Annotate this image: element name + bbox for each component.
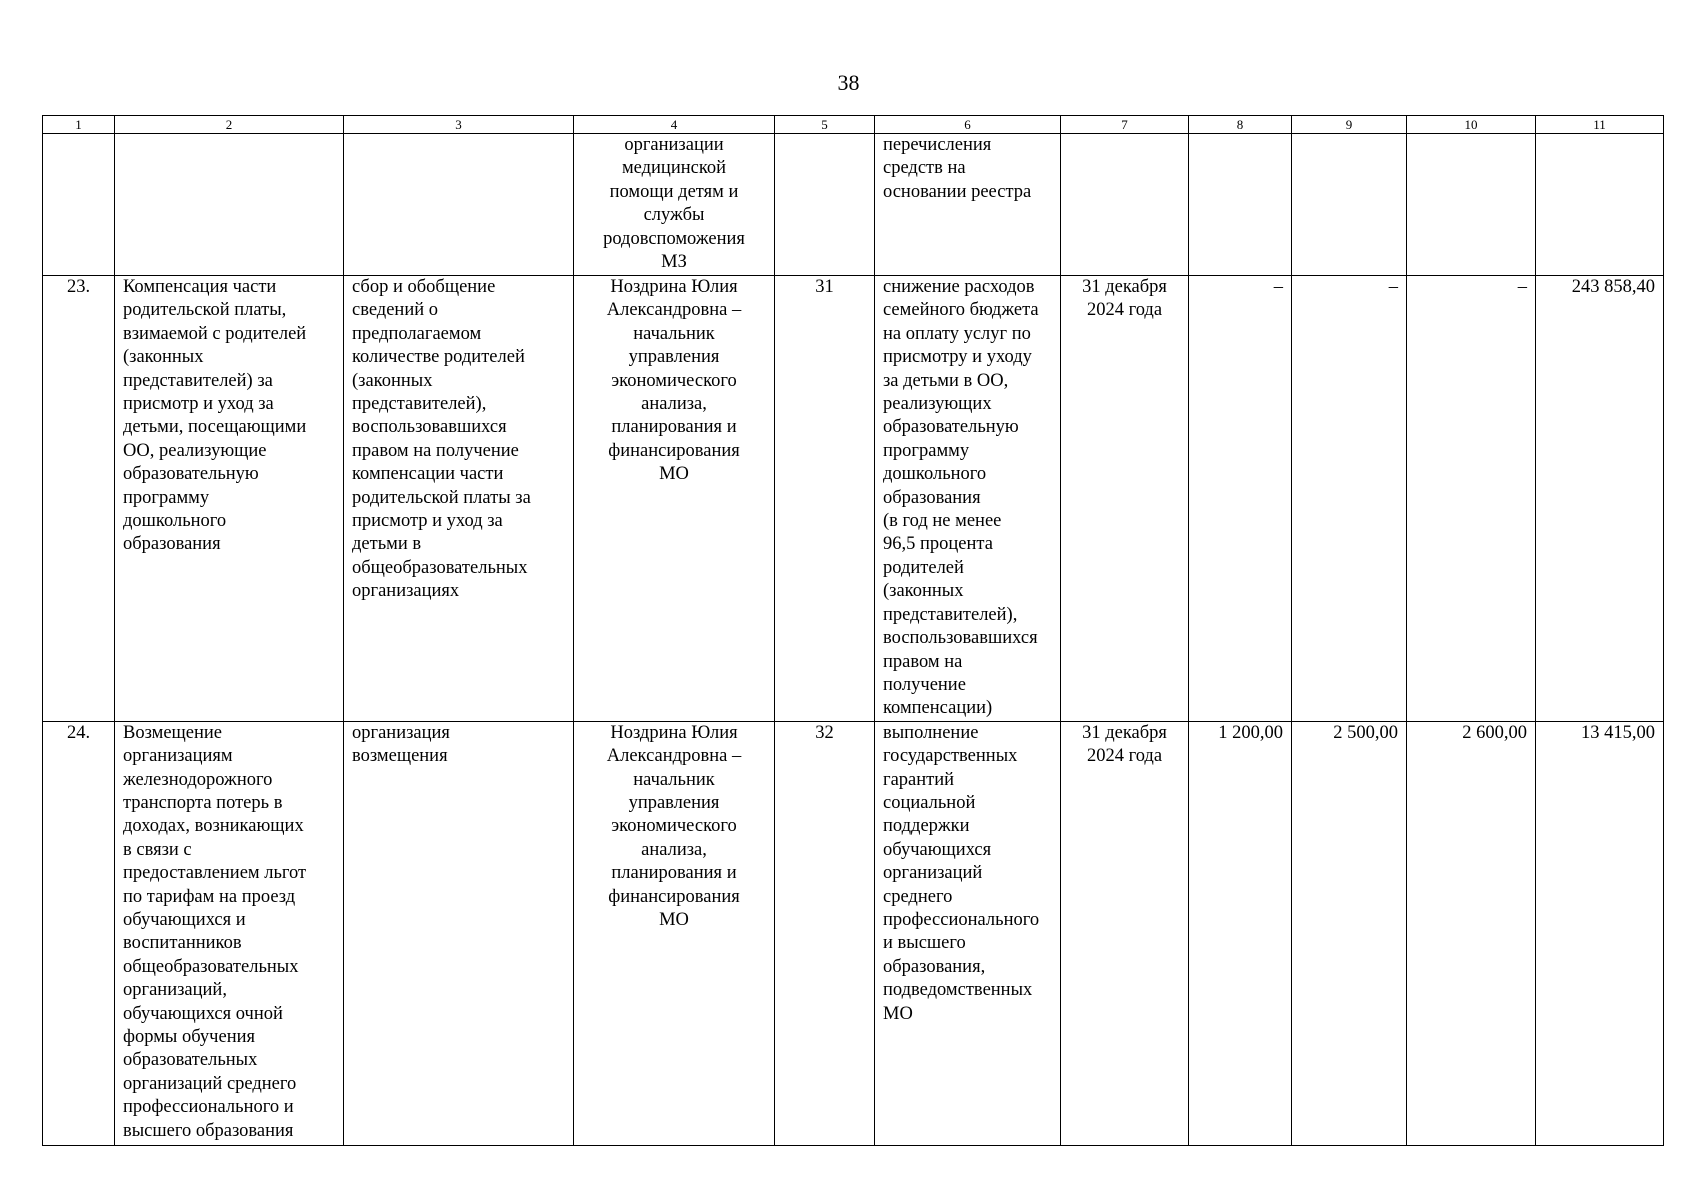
deadline-cell [1061,721,1189,1145]
text-line: среднего [883,886,953,907]
text-line: управления [628,347,720,368]
text-line: правом на [883,651,963,672]
text-line: транспорта потерь в [123,792,283,813]
event-cell [115,276,344,722]
event-cell [115,721,344,1145]
text-line: поддержки [883,816,970,837]
continuation-result-cell [875,134,1061,276]
text-line: экономического [611,816,737,837]
text-line: формы обучения [123,1027,256,1047]
text-line: детьми в [352,534,422,555]
text-line: МЗ [661,252,687,273]
text-line: доходах, возникающих [123,816,304,837]
text-line: средств на [883,158,966,179]
text-line: предполагаемом [352,323,482,344]
text-line: воспользовавшихся [883,628,1038,649]
plan-table [42,115,1664,1146]
column-number: 6 [875,116,1061,134]
text-line: воспользовавшихся [352,417,507,438]
value-col10: 2 600,00 [1407,721,1536,1145]
text-line: службы [643,205,705,226]
value-col8: – [1189,276,1292,722]
text-line: профессионального [883,909,1040,930]
text-line: образовательных [123,1050,258,1071]
text-line: образовательную [883,417,1019,438]
continuation-row [43,134,1664,276]
text-line: Ноздрина Юлия [610,722,738,743]
text-line: обучающихся [883,839,992,860]
text-line: (в год не менее [883,511,1002,532]
text-line: образования, [883,956,986,977]
text-line: обучающихся и [123,909,246,930]
text-line: воспитанников [123,933,242,954]
text-line: Александровна – [606,300,742,321]
text-line: медицинской [621,158,727,179]
text-line: за детьми в ОО, [883,370,1009,391]
text-line: помощи детям и [609,181,739,202]
text-line: (законных [883,581,964,602]
column-number: 2 [115,116,344,134]
value-col9: 2 500,00 [1292,721,1407,1145]
text-line: количестве родителей [352,347,525,368]
text-line: родительской платы, [123,300,287,321]
text-line: МО [883,1003,913,1024]
text-line: присмотр и уход за [123,394,274,415]
value-col9: – [1292,276,1407,722]
text-line: организаций среднего [123,1073,297,1094]
table-row [43,721,1664,1145]
text-line: начальник [633,769,715,790]
text-line: получение [883,674,966,695]
table-row [43,276,1664,722]
text-line: 31 декабря [1082,277,1167,297]
text-line: предоставлением льгот [123,863,307,884]
text-line: 2024 года [1086,300,1163,321]
text-line: финансирования [608,440,740,461]
text-line: родовспоможения [603,228,745,249]
text-line: и высшего [883,933,966,954]
row-number: 24. [43,721,115,1145]
text-line: взимаемой с родителей [123,323,307,344]
column-number: 8 [1189,116,1292,134]
text-line: программу [883,440,970,461]
text-line: реализующих [883,394,992,415]
text-line: снижение расходов [883,277,1035,297]
text-line: компенсации части [352,464,504,485]
column-number: 7 [1061,116,1189,134]
text-line: Ноздрина Юлия [610,277,738,297]
text-line: возмещения [352,746,448,767]
text-line: финансирования [608,886,740,907]
text-line: выполнение [883,722,979,743]
column-number: 11 [1536,116,1664,134]
column-number: 1 [43,116,115,134]
text-line: перечисления [883,135,992,155]
text-line: в связи с [123,839,192,860]
value-col11: 243 858,40 [1536,276,1664,722]
text-line: 2024 года [1086,746,1163,767]
text-line: родителей [883,557,964,578]
result-cell [875,276,1061,722]
column-number: 5 [775,116,875,134]
text-line: начальник [633,323,715,344]
text-line: Александровна – [606,746,742,767]
result-cell [875,721,1061,1145]
text-line: по тарифам на проезд [123,886,296,907]
text-line: профессионального и [123,1097,294,1118]
text-line: организаций [883,863,983,884]
text-line: программу [123,487,210,508]
text-line: образования [883,487,981,508]
text-line: на оплату услуг по [883,323,1031,344]
text-line: организаций, [123,980,227,1001]
text-line: организациям [123,746,233,767]
text-line: 31 декабря [1082,722,1167,743]
text-line: социальной [883,792,976,813]
column-number-row [43,116,1664,134]
indicator-cell: 31 [775,276,875,722]
value-col8: 1 200,00 [1189,721,1292,1145]
text-line: МО [659,464,689,485]
text-line: организации [624,135,724,155]
text-line: представителей) за [123,370,273,391]
text-line: железнодорожного [123,769,273,790]
text-line: общеобразовательных [123,956,299,977]
column-number: 9 [1292,116,1407,134]
text-line: присмотру и уходу [883,347,1032,368]
mechanism-cell [344,721,574,1145]
text-line: родительской платы за [352,487,531,508]
column-number: 10 [1407,116,1536,134]
text-line: организациях [352,581,460,602]
responsible-cell [574,721,775,1145]
text-line: присмотр и уход за [352,511,503,532]
text-line: экономического [611,370,737,391]
column-number: 4 [574,116,775,134]
text-line: планирования и [611,863,737,884]
text-line: образования [123,534,221,555]
text-line: планирования и [611,417,737,438]
text-line: обучающихся очной [123,1003,283,1024]
text-line: сведений о [352,300,439,321]
text-line: ОО, реализующие [123,440,267,461]
text-line: правом на получение [352,440,519,461]
text-line: подведомственных [883,980,1033,1001]
text-line: общеобразовательных [352,557,528,578]
value-col10: – [1407,276,1536,722]
text-line: организация [352,722,450,743]
text-line: компенсации) [883,698,993,719]
text-line: гарантий [883,769,955,790]
text-line: государственных [883,746,1018,767]
text-line: МО [659,909,689,930]
text-line: семейного бюджета [883,300,1039,321]
text-line: образовательную [123,464,259,485]
page-number: 38 [837,70,860,95]
text-line: 96,5 процента [883,534,993,555]
text-line: представителей), [883,604,1018,625]
text-line: высшего образования [123,1120,294,1141]
column-number: 3 [344,116,574,134]
text-line: анализа, [641,394,707,415]
text-line: детьми, посещающими [123,417,307,438]
indicator-cell: 32 [775,721,875,1145]
text-line: дошкольного [883,464,987,485]
text-line: (законных [352,370,433,391]
text-line: Компенсация части [123,277,277,297]
text-line: управления [628,792,720,813]
mechanism-cell [344,276,574,722]
responsible-cell [574,276,775,722]
continuation-responsible-cell [574,134,775,276]
text-line: основании реестра [883,181,1032,202]
text-line: (законных [123,347,204,368]
text-line: анализа, [641,839,707,860]
text-line: сбор и обобщение [352,277,496,297]
text-line: Возмещение [123,722,223,743]
deadline-cell [1061,276,1189,722]
row-number: 23. [43,276,115,722]
text-line: представителей), [352,394,487,415]
text-line: дошкольного [123,511,227,532]
value-col11: 13 415,00 [1536,721,1664,1145]
